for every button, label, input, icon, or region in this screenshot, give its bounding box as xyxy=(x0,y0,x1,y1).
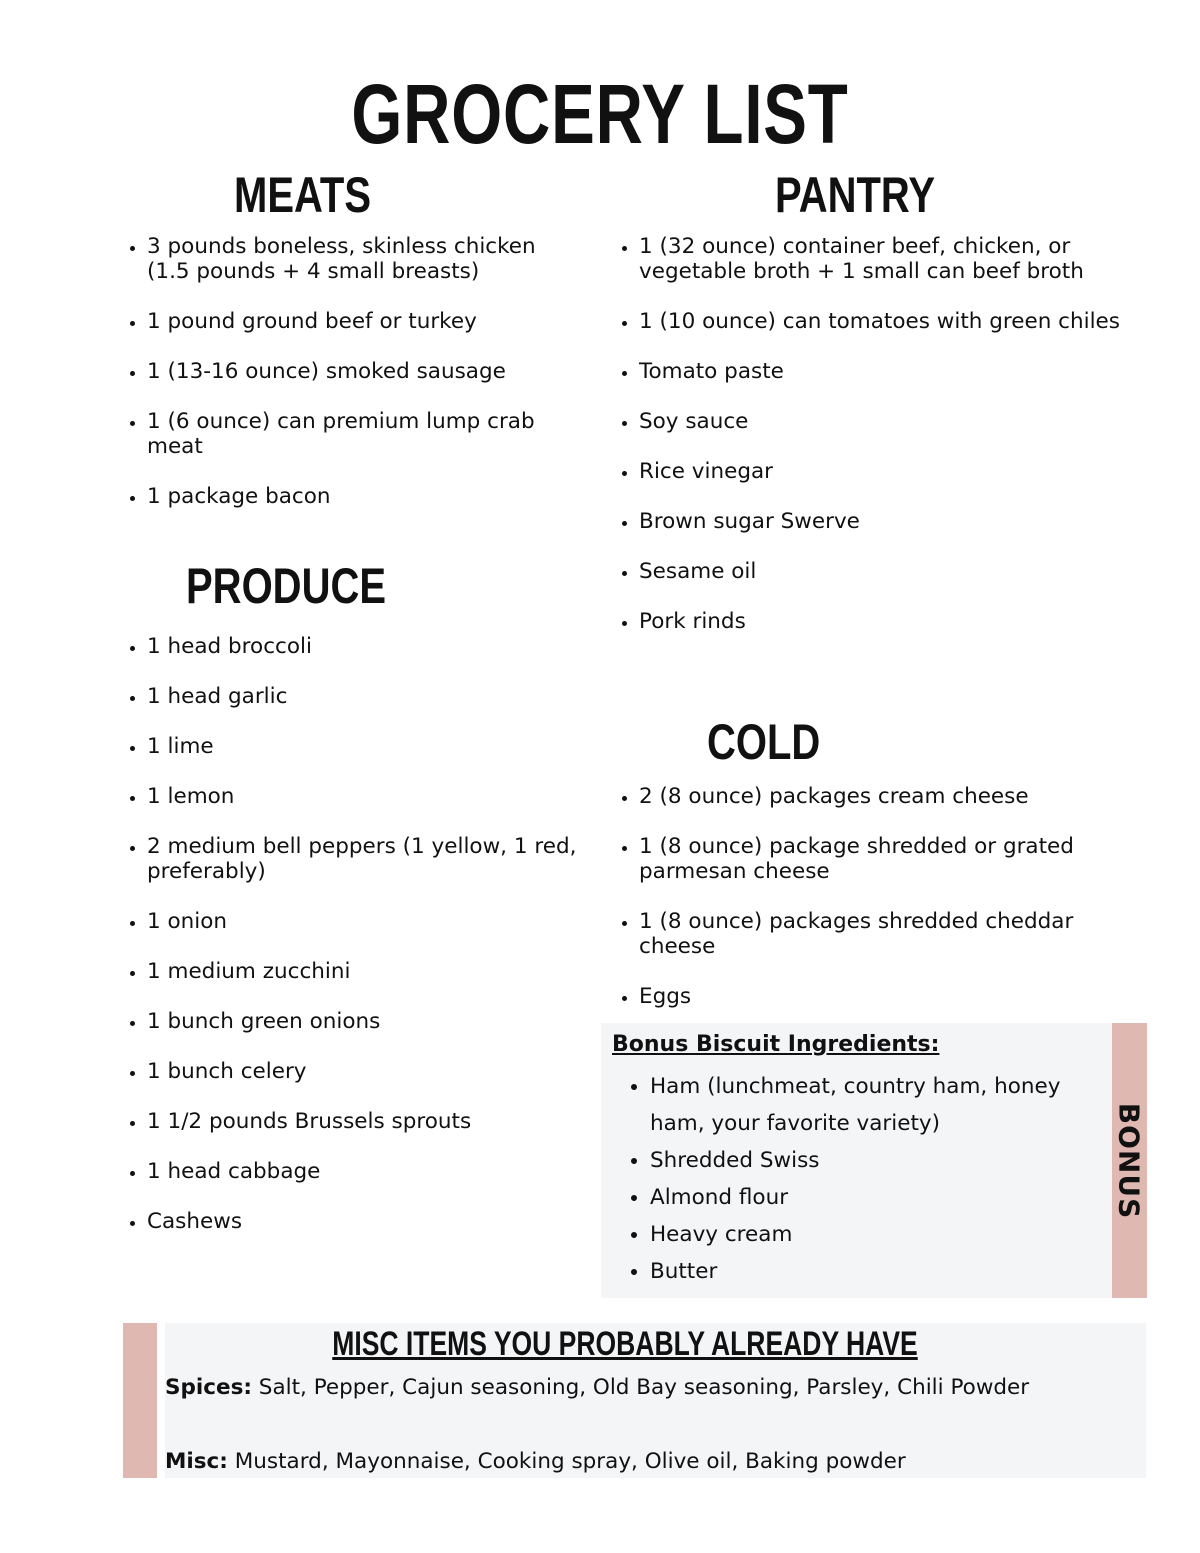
misc-misc-line xyxy=(165,1449,1085,1474)
list-item: • 1 lime xyxy=(147,734,607,759)
meats-heading: MEATS xyxy=(234,167,372,223)
list-item: • 1 onion xyxy=(147,909,607,934)
list-item: • 1 (6 ounce) can premium lump crab meat xyxy=(147,409,577,459)
list-item: • 1 pound ground beef or turkey xyxy=(147,309,577,334)
list-item: • Sesame oil xyxy=(639,559,1129,584)
list-item: • Shredded Swiss xyxy=(650,1142,1100,1179)
list-item: • Heavy cream xyxy=(650,1216,1100,1253)
pantry-heading: PANTRY xyxy=(775,167,935,223)
misc-label: Misc: xyxy=(165,1449,228,1474)
misc-accent-bar xyxy=(123,1323,157,1478)
list-item: • 1 (10 ounce) can tomatoes with green chiles xyxy=(639,309,1129,334)
list-item: • 1 (8 ounce) package shredded or grated parmesan cheese xyxy=(639,834,1109,884)
list-item: • Almond flour xyxy=(650,1179,1100,1216)
list-item: • Tomato paste xyxy=(639,359,1129,384)
bonus-title: Bonus Biscuit Ingredients: xyxy=(612,1032,940,1057)
misc-title: MISC ITEMS YOU PROBABLY ALREADY HAVE xyxy=(332,1325,918,1363)
list-item: • 2 (8 ounce) packages cream cheese xyxy=(639,784,1109,809)
list-item: • 1 medium zucchini xyxy=(147,959,607,984)
list-item: • 1 package bacon xyxy=(147,484,577,509)
list-item: • 1 head broccoli xyxy=(147,634,607,659)
list-item: • 1 bunch celery xyxy=(147,1059,607,1084)
bonus-tab-label: BONUS xyxy=(1112,1102,1146,1220)
list-item: • Pork rinds xyxy=(639,609,1129,634)
list-item: • 1 (13-16 ounce) smoked sausage xyxy=(147,359,577,384)
cold-list xyxy=(613,784,1109,1034)
list-item: • 1 bunch green onions xyxy=(147,1009,607,1034)
list-item: • Butter xyxy=(650,1253,1100,1290)
bonus-list xyxy=(612,1068,1100,1290)
list-item: • 1 (32 ounce) container beef, chicken, or vegetable broth + 1 small can beef broth xyxy=(639,234,1129,284)
list-item: • Cashews xyxy=(147,1209,607,1234)
produce-list xyxy=(121,634,607,1259)
pantry-list xyxy=(613,234,1129,659)
list-item: • Eggs xyxy=(639,984,1109,1009)
list-item: • 1 1/2 pounds Brussels sprouts xyxy=(147,1109,607,1134)
page-title: GROCERY LIST xyxy=(351,67,849,161)
list-item: • Soy sauce xyxy=(639,409,1129,434)
misc-text: Mustard, Mayonnaise, Cooking spray, Olive oil, Baking powder xyxy=(227,1449,906,1474)
spices-text: Salt, Pepper, Cajun seasoning, Old Bay seasoning, Parsley, Chili Powder xyxy=(251,1375,1030,1400)
produce-heading: PRODUCE xyxy=(186,558,387,614)
list-item: • Ham (lunchmeat, country ham, honey ham, your favorite variety) xyxy=(650,1068,1100,1142)
list-item: • 1 head cabbage xyxy=(147,1159,607,1184)
list-item: • 1 lemon xyxy=(147,784,607,809)
list-item: • 1 (8 ounce) packages shredded cheddar cheese xyxy=(639,909,1109,959)
list-item: • 2 medium bell peppers (1 yellow, 1 red, preferably) xyxy=(147,834,607,884)
list-item: • 1 head garlic xyxy=(147,684,607,709)
meats-list xyxy=(121,234,577,534)
list-item: • 3 pounds boneless, skinless chicken (1.5 pounds + 4 small breasts) xyxy=(147,234,577,284)
misc-spices-line xyxy=(165,1375,1085,1400)
spices-label: Spices: xyxy=(165,1375,252,1400)
list-item: • Rice vinegar xyxy=(639,459,1129,484)
list-item: • Brown sugar Swerve xyxy=(639,509,1129,534)
cold-heading: COLD xyxy=(707,714,821,770)
